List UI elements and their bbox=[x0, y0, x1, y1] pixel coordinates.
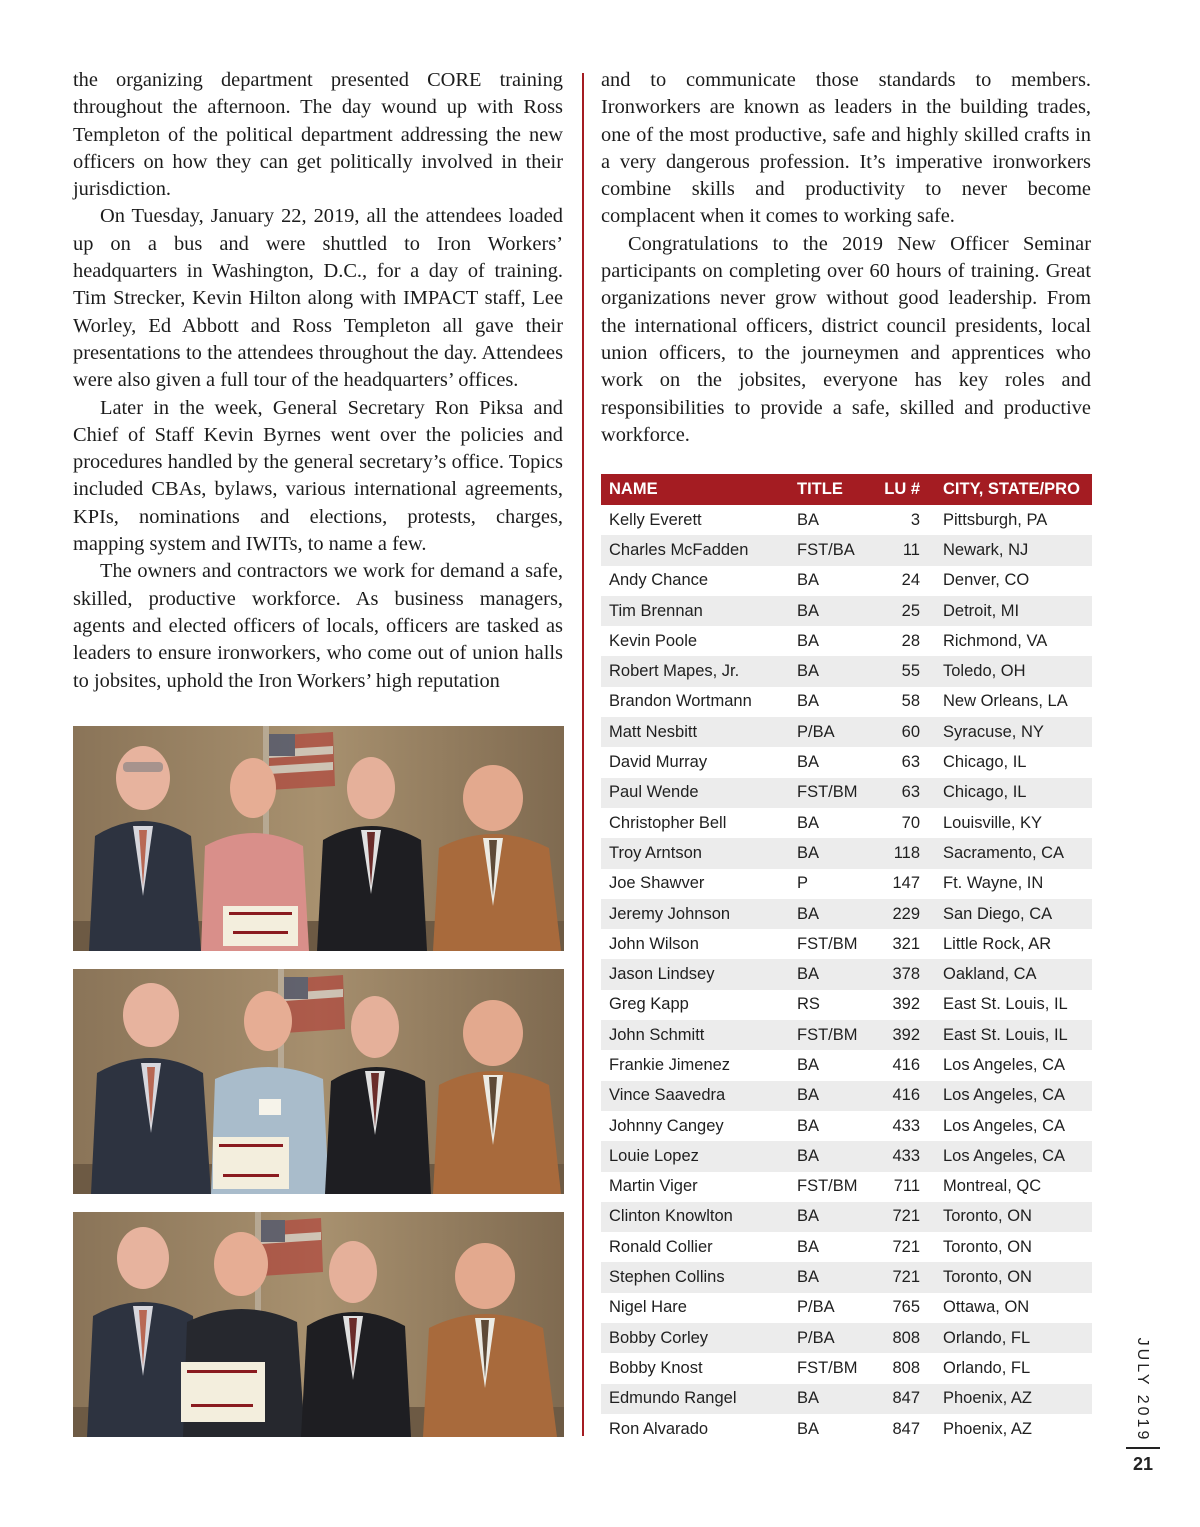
cell-name: Bobby Knost bbox=[609, 1358, 703, 1377]
cell-name: Charles McFadden bbox=[609, 540, 749, 559]
table-row bbox=[601, 959, 1092, 989]
header-lu: LU # bbox=[884, 480, 920, 498]
table-row bbox=[601, 1020, 1092, 1050]
table-row bbox=[601, 1232, 1092, 1262]
cell-lu: 433 bbox=[892, 1146, 920, 1165]
cell-name: Stephen Collins bbox=[609, 1268, 725, 1287]
cell-name: Ron Alvarado bbox=[609, 1419, 709, 1438]
cell-lu: 24 bbox=[901, 571, 920, 590]
cell-title: BA bbox=[797, 1207, 820, 1226]
cell-name: John Wilson bbox=[609, 934, 699, 953]
cell-name: Jeremy Johnson bbox=[609, 904, 731, 923]
cell-name: Matt Nesbitt bbox=[609, 722, 698, 741]
cell-city: Richmond, VA bbox=[943, 631, 1048, 650]
table-row bbox=[601, 1081, 1092, 1111]
cell-lu: 55 bbox=[901, 662, 920, 681]
cell-lu: 808 bbox=[892, 1328, 920, 1347]
cell-title: BA bbox=[797, 692, 820, 711]
cell-lu: 721 bbox=[892, 1268, 920, 1287]
table-row bbox=[601, 899, 1092, 929]
cell-title: BA bbox=[797, 1268, 820, 1287]
table-row bbox=[601, 566, 1092, 596]
cell-title: P/BA bbox=[797, 722, 835, 741]
cell-lu: 60 bbox=[901, 722, 920, 741]
table-row bbox=[601, 1323, 1092, 1353]
cell-name: Clinton Knowlton bbox=[609, 1207, 733, 1226]
article-right-column bbox=[601, 67, 1091, 449]
cell-title: BA bbox=[797, 1055, 820, 1074]
cell-title: P/BA bbox=[797, 1328, 835, 1347]
cell-name: Joe Shawver bbox=[609, 874, 705, 893]
cell-title: BA bbox=[797, 662, 820, 681]
cell-title: P/BA bbox=[797, 1298, 835, 1317]
cell-lu: 378 bbox=[892, 965, 920, 984]
table-row bbox=[601, 1384, 1092, 1414]
cell-name: David Murray bbox=[609, 753, 708, 772]
cell-lu: 63 bbox=[901, 753, 920, 772]
seminar-roster-table bbox=[601, 474, 1092, 1444]
cell-name: Andy Chance bbox=[609, 571, 709, 590]
seminar-photo-1 bbox=[73, 726, 564, 951]
cell-name: Martin Viger bbox=[609, 1177, 698, 1196]
cell-lu: 392 bbox=[892, 1025, 920, 1044]
cell-title: BA bbox=[797, 1086, 820, 1105]
table-row bbox=[601, 747, 1092, 777]
cell-city: Syracuse, NY bbox=[943, 722, 1044, 741]
table-row bbox=[601, 990, 1092, 1020]
column-divider bbox=[582, 73, 584, 1436]
table-row bbox=[601, 1262, 1092, 1292]
cell-lu: 847 bbox=[892, 1419, 920, 1438]
cell-name: Vince Saavedra bbox=[609, 1086, 726, 1105]
cell-lu: 118 bbox=[893, 843, 920, 862]
table-row bbox=[601, 535, 1092, 565]
header-title: TITLE bbox=[797, 480, 843, 498]
cell-title: FST/BM bbox=[797, 783, 858, 802]
seminar-photo-2 bbox=[73, 969, 564, 1194]
table-row bbox=[601, 596, 1092, 626]
cell-lu: 321 bbox=[892, 934, 920, 953]
cell-lu: 63 bbox=[901, 783, 920, 802]
cell-lu: 765 bbox=[892, 1298, 920, 1317]
cell-city: Oakland, CA bbox=[943, 965, 1037, 984]
table-row bbox=[601, 838, 1092, 868]
cell-name: Frankie Jimenez bbox=[609, 1055, 731, 1074]
table-row bbox=[601, 1202, 1092, 1232]
cell-title: FST/BA bbox=[797, 540, 855, 559]
cell-title: BA bbox=[797, 1237, 820, 1256]
table-row bbox=[601, 929, 1092, 959]
cell-city: Newark, NJ bbox=[943, 540, 1029, 559]
cell-name: Brandon Wortmann bbox=[609, 692, 752, 711]
article-left-column bbox=[73, 67, 563, 695]
cell-title: BA bbox=[797, 1389, 820, 1408]
cell-city: Montreal, QC bbox=[943, 1177, 1042, 1196]
seminar-photo-3 bbox=[73, 1212, 564, 1437]
cell-name: Louie Lopez bbox=[609, 1146, 699, 1165]
table-row bbox=[601, 717, 1092, 747]
cell-title: BA bbox=[797, 601, 820, 620]
cell-lu: 3 bbox=[910, 510, 920, 529]
table-row bbox=[601, 1172, 1092, 1202]
cell-lu: 416 bbox=[892, 1086, 920, 1105]
cell-name: Tim Brennan bbox=[609, 601, 703, 620]
cell-lu: 58 bbox=[901, 692, 920, 711]
cell-name: Greg Kapp bbox=[609, 995, 689, 1014]
cell-lu: 392 bbox=[892, 995, 920, 1014]
table-row bbox=[601, 1111, 1092, 1141]
cell-city: Phoenix, AZ bbox=[943, 1389, 1032, 1408]
cell-city: San Diego, CA bbox=[943, 904, 1053, 923]
cell-title: FST/BM bbox=[797, 1177, 858, 1196]
cell-city: Los Angeles, CA bbox=[943, 1146, 1065, 1165]
cell-city: Los Angeles, CA bbox=[943, 1055, 1065, 1074]
cell-title: BA bbox=[797, 904, 820, 923]
cell-title: FST/BM bbox=[797, 1025, 858, 1044]
cell-lu: 416 bbox=[892, 1055, 920, 1074]
cell-city: Los Angeles, CA bbox=[943, 1086, 1065, 1105]
cell-lu: 711 bbox=[893, 1177, 920, 1196]
cell-title: BA bbox=[797, 1419, 820, 1438]
cell-name: Kevin Poole bbox=[609, 631, 698, 650]
cell-city: New Orleans, LA bbox=[943, 692, 1068, 711]
cell-name: Paul Wende bbox=[609, 783, 699, 802]
article-paragraph: The owners and contractors we work for demand a safe, skilled, productive workforce. As business managers, agents and elected officers of locals, officers are tasked as leaders to ensure ironworkers, who come out of union halls to jobsites, uphold the Iron Workers’ high reputation bbox=[73, 560, 563, 692]
article-paragraph: and to communicate those standards to members. Ironworkers are known as leaders in the building trades, one of the most productive, safe and highly skilled crafts in a very dangerous profession. It’s imperative ironworkers combine skills and productivity to never become complacent when it comes to working safe. bbox=[601, 69, 1091, 228]
table-row bbox=[601, 1353, 1092, 1383]
header-name: NAME bbox=[609, 480, 658, 498]
cell-lu: 721 bbox=[892, 1237, 920, 1256]
cell-lu: 28 bbox=[901, 631, 920, 650]
table-row bbox=[601, 687, 1092, 717]
page-number-rule bbox=[1126, 1447, 1160, 1449]
table-row bbox=[601, 656, 1092, 686]
table-row bbox=[601, 626, 1092, 656]
cell-lu: 25 bbox=[901, 601, 920, 620]
cell-name: Johnny Cangey bbox=[609, 1116, 724, 1135]
cell-title: BA bbox=[797, 753, 820, 772]
cell-city: Orlando, FL bbox=[943, 1358, 1031, 1377]
cell-lu: 847 bbox=[892, 1389, 920, 1408]
cell-city: Toronto, ON bbox=[943, 1207, 1032, 1226]
cell-city: Chicago, IL bbox=[943, 753, 1027, 772]
cell-name: Christopher Bell bbox=[609, 813, 727, 832]
cell-name: Bobby Corley bbox=[609, 1328, 709, 1347]
issue-month: JULY 2019 bbox=[1134, 1337, 1151, 1443]
cell-city: Los Angeles, CA bbox=[943, 1116, 1065, 1135]
cell-name: Robert Mapes, Jr. bbox=[609, 662, 740, 681]
table-row bbox=[601, 505, 1092, 535]
cell-lu: 70 bbox=[901, 813, 920, 832]
cell-city: Toronto, ON bbox=[943, 1237, 1032, 1256]
table-row bbox=[601, 1293, 1092, 1323]
cell-title: P bbox=[797, 874, 809, 893]
cell-city: Phoenix, AZ bbox=[943, 1419, 1032, 1438]
cell-city: Ottawa, ON bbox=[943, 1298, 1030, 1317]
article-paragraph: Later in the week, General Secretary Ron Piksa and Chief of Staff Kevin Byrnes went over the policies and procedures handled by the general secretary’s office. Topics included CBAs, bylaws, various international agreements, KPIs, nominations and elections, protests, charges, mapping system and IWITs, to name a few. bbox=[73, 396, 563, 556]
cell-city: Little Rock, AR bbox=[943, 934, 1052, 953]
cell-city: Pittsburgh, PA bbox=[943, 510, 1048, 529]
cell-title: BA bbox=[797, 1146, 820, 1165]
cell-title: BA bbox=[797, 843, 820, 862]
article-paragraph: On Tuesday, January 22, 2019, all the attendees loaded up on a bus and were shuttled to Iron Workers’ headquarters in Washington, D.C., for a day of training. Tim Strecker, Kevin Hilton along with IMPACT staff, Lee Worley, Ed Abbott and Ross Templeton all gave their presentations to the attendees throughout the day. Attendees were also given a full tour of the headquarters’ offices. bbox=[73, 205, 563, 392]
cell-city: Detroit, MI bbox=[943, 601, 1020, 620]
cell-title: BA bbox=[797, 631, 820, 650]
header-city: CITY, STATE/PRO bbox=[943, 480, 1080, 498]
cell-city: Chicago, IL bbox=[943, 783, 1027, 802]
page-number: 21 bbox=[1132, 1454, 1154, 1474]
cell-name: Kelly Everett bbox=[609, 510, 702, 529]
table-row bbox=[601, 869, 1092, 899]
table-row bbox=[601, 808, 1092, 838]
cell-name: John Schmitt bbox=[609, 1025, 705, 1044]
cell-lu: 433 bbox=[892, 1116, 920, 1135]
cell-lu: 229 bbox=[892, 904, 920, 923]
cell-city: Louisville, KY bbox=[943, 813, 1043, 832]
cell-name: Nigel Hare bbox=[609, 1298, 687, 1317]
table-header bbox=[601, 474, 1092, 505]
cell-title: RS bbox=[797, 995, 820, 1014]
cell-title: BA bbox=[797, 965, 820, 984]
table-row bbox=[601, 1050, 1092, 1080]
cell-lu: 808 bbox=[892, 1358, 920, 1377]
cell-title: BA bbox=[797, 813, 820, 832]
cell-title: BA bbox=[797, 571, 820, 590]
table-body bbox=[601, 505, 1092, 1444]
cell-lu: 11 bbox=[902, 540, 920, 559]
cell-title: FST/BM bbox=[797, 1358, 858, 1377]
table-row bbox=[601, 1414, 1092, 1444]
cell-city: Toledo, OH bbox=[943, 662, 1026, 681]
cell-name: Jason Lindsey bbox=[609, 965, 715, 984]
cell-city: East St. Louis, IL bbox=[943, 995, 1068, 1014]
table-row bbox=[601, 1141, 1092, 1171]
cell-city: Toronto, ON bbox=[943, 1268, 1032, 1287]
cell-title: BA bbox=[797, 1116, 820, 1135]
cell-name: Ronald Collier bbox=[609, 1237, 713, 1256]
cell-city: Sacramento, CA bbox=[943, 843, 1065, 862]
article-paragraph: Congratulations to the 2019 New Officer Seminar participants on completing over 60 hours of training. Great organizations never grow without good leadership. From the international officers, district council presidents, local union officers, to the journeymen and apprentices who work on the jobsites, everyone has key roles and responsibilities to provide a safe, skilled and productive workforce. bbox=[601, 232, 1091, 446]
cell-lu: 721 bbox=[892, 1207, 920, 1226]
cell-title: FST/BM bbox=[797, 934, 858, 953]
cell-name: Troy Arntson bbox=[609, 843, 702, 862]
cell-city: East St. Louis, IL bbox=[943, 1025, 1068, 1044]
cell-lu: 147 bbox=[892, 874, 920, 893]
cell-name: Edmundo Rangel bbox=[609, 1389, 737, 1408]
cell-title: BA bbox=[797, 510, 820, 529]
cell-city: Ft. Wayne, IN bbox=[943, 874, 1044, 893]
cell-city: Orlando, FL bbox=[943, 1328, 1031, 1347]
cell-city: Denver, CO bbox=[943, 571, 1030, 590]
table-row bbox=[601, 778, 1092, 808]
article-paragraph: the organizing department presented CORE training throughout the afternoon. The day wound up with Ross Templeton of the political department addressing the new officers on how they can get politically involved in their jurisdiction. bbox=[73, 69, 563, 201]
